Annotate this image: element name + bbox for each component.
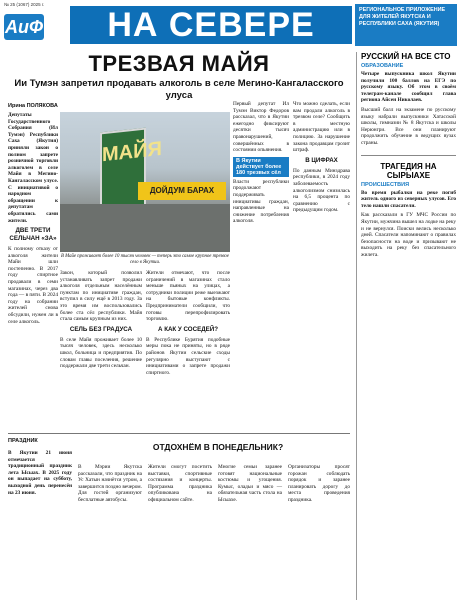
masthead-left	[4, 2, 70, 46]
section-heading: А КАК У СОСЕДЕЙ?	[158, 325, 218, 333]
body-text: По данным Минздрава республики, в 2024 году заболеваемость алкоголизмом снизилась на 6,5 процента по сравнению с предыдущим годом.	[293, 167, 350, 214]
body-text: Власти республики продолжают поддерживать инициативы граждан, направленные на снижение потребления алкоголя.	[233, 178, 289, 225]
body-text: Что можно сделать, если вам продали алкоголь в трезвом селе? Сообщить в местную администрацию или в полицию. За нарушение закона продавцам грозит штраф.	[293, 101, 350, 154]
stat-badge: В Якутии действует более 180 трезвых сёл	[233, 157, 289, 177]
lead-column-1	[8, 101, 58, 325]
building	[60, 204, 230, 252]
author: Ирина ПОЛЯКОВА	[8, 103, 58, 109]
store-sign: ДОЙДУМ БАРАХ	[138, 182, 226, 200]
lead-subhead: Ии Тумэн запретил продавать алкоголь в селе Мегино-Кангаласского улуса	[14, 78, 344, 101]
newspaper-title: НА СЕВЕРЕ	[70, 6, 352, 44]
lead-story	[8, 52, 350, 102]
masthead	[0, 0, 460, 48]
lead-column-4	[293, 101, 350, 214]
lead-photo	[60, 112, 230, 252]
body-text: В Мэрии Якутска рассказали, что праздник на Ус Хатын начнётся утром, а завершится поздно вечером. Для гостей организуют бесплатные автобусы.	[78, 464, 142, 503]
sidebar-text-2: Как рассказали в ГУ МЧС России по Якутии, мужчина вышел на лодке на реку и не вернулся. Поиски велись несколько дней. Спасатели напоминают о правилах безопасности на воде и призывают не выходить на реку без спасательного жилета.	[361, 212, 456, 258]
body-text: Организаторы просят горожан соблюдать порядок и заранее планировать дорогу до места проведения праздника.	[288, 464, 350, 503]
body-text: К полному отказу от алкоголя жители Майи шли постепенно. В 2017 году спиртное продавали в семи магазинах, через два года — в пяти. В 2024 году на собрании жителей снова обсудили, нужен ли в селе алкоголь.	[8, 246, 58, 325]
issue-number: № 25 (1067) 2025 г.	[4, 2, 45, 7]
mayya-sign: МАЙЯ	[100, 128, 146, 215]
section-heading: СЕЛЬ БЕЗ ГРАДУСА	[69, 325, 133, 333]
photo-caption: В Майе проживает более 10 тысяч человек — теперь это самое крупное трезвое село в Якутии.	[61, 254, 229, 265]
sidebar-rubric-2: ПРОИСШЕСТВИЯ	[361, 181, 410, 188]
bottom-story	[8, 433, 350, 599]
masthead-tagline: РЕГИОНАЛЬНОЕ ПРИЛОЖЕНИЕ ДЛЯ ЖИТЕЛЕЙ ЯКУТСКА И РЕСПУБЛИКИ САХА (ЯКУТИЯ)	[355, 4, 457, 46]
lead-column-2	[60, 270, 142, 370]
body-text: В Республике Бурятия подобные меры пока не приняты, но в ряде районов Якутии сельские сходы регулярно выступают с инициативами о запрете продажи спиртного.	[146, 336, 230, 376]
body-text: Жители отмечают, что после ограничений в магазинах стало меньше пьяных на улицах, а сотрудники полиции реже выезжают на бытовые конфликты. Предприниматели сообщили, что готовы перепрофилировать торговлю.	[146, 270, 230, 323]
section-tag: ПРАЗДНИК	[8, 438, 38, 444]
aif-logo: АиФ	[4, 14, 44, 40]
sidebar-headline-2: ТРАГЕДИЯ НА СЫРЫАХЕ	[380, 161, 437, 180]
body-text: Первый депутат Ил Тумэн Виктор Федоров рассказал, что в Якутии ежегодно фиксируют десятки тысяч правонарушений, совершённых в состоянии опьянения.	[233, 101, 289, 154]
sidebar-text-1: Высший балл на экзамене по русскому языку набрали выпускники Хатасской школы, гимназии № 8 Якутска и школы Нерюнгри. Все они планируют продолжить обучение в ведущих вузах страны.	[361, 106, 456, 146]
section-heading: ДВЕ ТРЕТИ СЕЛЬЧАН «ЗА»	[9, 227, 57, 243]
sidebar-rubric-1: ОБРАЗОВАНИЕ	[361, 63, 404, 69]
body-text: Закон, который позволил устанавливать запрет продажи алкоголя отдельным населённым пунктам по инициативе граждан, вступил в силу ещё в 2013 году. За это время им воспользовались более ста сёл республики. Майя стала самым крупным из них.	[60, 270, 142, 323]
lead-column-3	[233, 101, 289, 225]
sidebar-lead-2: Во время рыбалки на реке погиб житель одного из северных улусов. Его тело нашли спасатели.	[361, 189, 456, 209]
sidebar	[356, 52, 456, 600]
divider	[361, 155, 456, 156]
bottom-headline: ОТДОХНЁМ В ПОНЕДЕЛЬНИК?	[152, 442, 284, 452]
bottom-intro: В Якутии 21 июня отмечается традиционный праздник лета Ысыах. В 2025 году он выпадает на субботу, выходной день перенесён на 23 июня.	[8, 450, 72, 496]
body-text: В селе Майя проживает более 10 тысяч человек, здесь несколько школ, больница и предприятия. По словам главы поселения, решение поддержали две трети сельчан.	[60, 336, 142, 370]
body-text: Многие семьи заранее готовят национальные костюмы и угощения. Кумыс, оладьи и мясо — обязательная часть стола на Ысыахе.	[218, 464, 282, 503]
sidebar-headline-1: РУССКИЙ НА ВСЕ СТО	[361, 52, 451, 61]
lead-headline: ТРЕЗВАЯ МАЙЯ	[88, 51, 270, 76]
lead-intro: Депутаты Государственного Собрания (Ил Тумэн) Республики Саха (Якутия) приняли закон о полном запрете розничной торговли алкоголем в селе Майя в Мегино-Кангаласском улусе. С инициативой о народном обращении к депутатам обратились сами жители.	[8, 112, 58, 224]
lead-column-2b	[146, 270, 230, 376]
body-text: Жители смогут посетить выставки, спортивные состязания и концерты. Программа праздника опубликована на официальном сайте.	[148, 464, 212, 503]
section-heading: В ЦИФРАХ	[305, 156, 338, 164]
sidebar-lead-1: Четыре выпускника школ Якутии получили 100 баллов на ЕГЭ по русскому языку. Об этом в своём телеграм-канале сообщил глава региона Айсен Николаев.	[361, 71, 456, 104]
